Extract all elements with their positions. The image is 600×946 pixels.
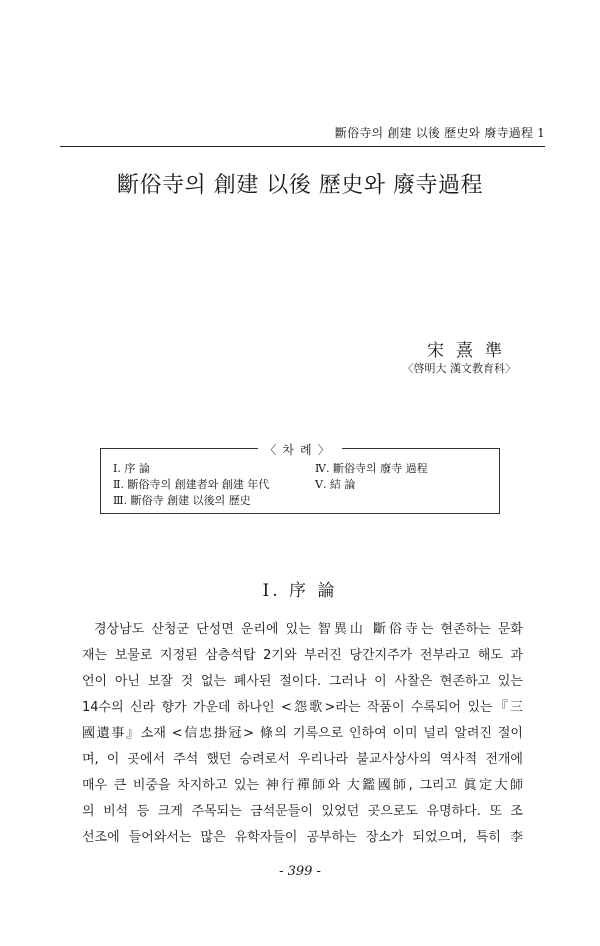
body-line: 재는 보물로 지정된 삼층석탑 2기와 부러진 당간지주가 전부라고 해도 과 — [82, 648, 523, 663]
toc-item-4: Ⅳ. 斷俗寺의 廢寺 過程 — [315, 462, 428, 475]
body-text — [82, 617, 523, 851]
body-line: 언이 아닌 보잘 것 없는 폐사된 절이다. 그러나 이 사찰은 현존하고 있는 — [82, 674, 523, 689]
toc-item-5: Ⅴ. 結 論 — [315, 478, 356, 491]
section-heading: Ⅰ. 序 論 — [262, 581, 338, 601]
toc-heading-label: 〈차례〉 — [258, 443, 341, 457]
body-line: 매우 큰 비중을 차지하고 있는 神行禪師와 大鑑國師, 그리고 眞定大師 — [82, 778, 523, 793]
body-line: 경상남도 산청군 단성면 운리에 있는 智異山 斷俗寺는 현존하는 문화 — [94, 622, 523, 637]
toc-item-2: Ⅱ. 斷俗寺의 創建者와 創建 年代 — [113, 478, 270, 491]
toc-heading — [101, 439, 499, 458]
page-number: - 399 - — [279, 864, 321, 879]
toc-item-3: Ⅲ. 斷俗寺 創建 以後의 歷史 — [113, 494, 251, 507]
author-affiliation: 〈啓明大 漢文教育科〉 — [402, 362, 516, 375]
author-name: 宋熹準 — [427, 341, 514, 361]
body-line: 의 비석 등 크게 주목되는 금석문들이 있었던 곳으로도 유명하다. 또 조 — [82, 804, 523, 819]
table-of-contents — [100, 443, 500, 514]
body-line: 선조에 들어와서는 많은 유학자들이 공부하는 장소가 되었으며, 특히 李 — [82, 830, 523, 845]
running-header: 斷俗寺의 創建 以後 歷史와 廢寺過程 1 — [334, 126, 545, 140]
body-line: 14수의 신라 향가 가운데 하나인 <怨歌>라는 작품이 수록되어 있는『三 — [82, 700, 523, 715]
article-title: 斷俗寺의 創建 以後 歷史와 廢寺過程 — [117, 173, 483, 198]
body-line: 國遺事』소재 <信忠掛冠> 條의 기록으로 인하여 이미 널리 알려진 절이 — [82, 726, 523, 741]
toc-item-1: Ⅰ. 序 論 — [113, 462, 150, 475]
header-rule — [60, 146, 545, 147]
body-line: 며, 이 곳에서 주석 했던 승려로서 우리나라 불교사상사의 역사적 전개에 — [82, 752, 523, 767]
